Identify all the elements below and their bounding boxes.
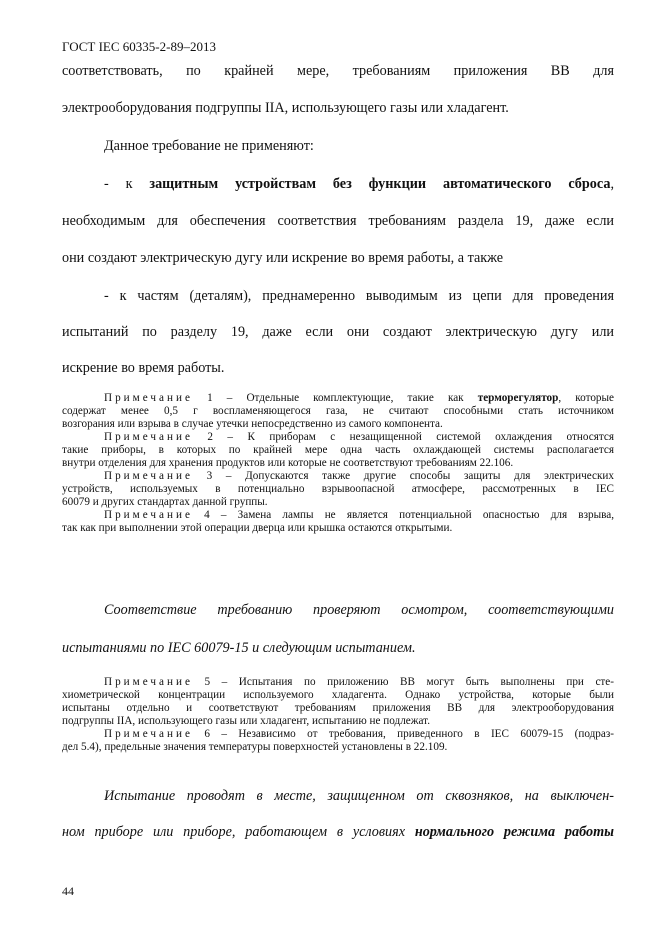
- paragraph-protective-devices: [62, 176, 614, 193]
- paragraph-parts-l3: [62, 360, 614, 377]
- text-line: Испытание проводят в месте, защищенном от сквозняков, на выключен-: [104, 788, 614, 804]
- note-label: Примечание: [104, 431, 193, 443]
- note-line: возгорания или взрыва в случае утечки непосредственно из самого компонента.: [62, 418, 443, 430]
- text-run: - к: [104, 176, 150, 192]
- defined-term: терморегулятор: [477, 392, 559, 404]
- paragraph-not-applied: [62, 138, 614, 155]
- paragraph-compliance: [62, 602, 614, 619]
- page-header: ГОСТ IEC 60335-2-89–2013: [62, 39, 216, 54]
- paragraph-protective-devices-l2: [62, 213, 614, 230]
- text-line: искрение во время работы.: [62, 360, 225, 376]
- defined-term: нормального режима работы: [414, 824, 614, 840]
- text-line: необходимым для обеспечения соответствия требованиям раздела 19, даже если: [62, 213, 614, 229]
- text-run: ном приборе или приборе, работающем в условиях: [62, 824, 415, 840]
- note-2: [62, 431, 614, 444]
- paragraph-requirements: [62, 63, 614, 80]
- notes-block: [62, 392, 614, 535]
- note-line: хиометрической концентрации используемого хладагента. Однако устройства, которые были: [62, 689, 614, 701]
- text-run: 3 – Допускаются также другие способы защиты для электрических: [192, 470, 614, 482]
- note-line: устройств, используемых в потенциально взрывоопасной атмосфере, рассмотренных в IEC: [62, 483, 614, 495]
- text-line: Соответствие требованию проверяют осмотром, соответствующими: [104, 602, 614, 618]
- note-label: Примечание: [104, 470, 193, 482]
- text-line: соответствовать, по крайней мере, требованиям приложения ВВ для: [62, 63, 614, 79]
- note-6: [62, 728, 614, 741]
- note-1: [62, 392, 614, 405]
- paragraph-test: [62, 788, 614, 805]
- text-run: 5 – Испытания по приложению ВВ могут быть выполнены при сте-: [192, 676, 614, 688]
- paragraph-compliance-l2: [62, 640, 614, 657]
- page-number: 44: [62, 884, 74, 898]
- text-line: - к частям (деталям), преднамеренно выводимым из цепи для проведения: [104, 288, 614, 304]
- text-run: 2 – К приборам с незащищенной системой охлаждения относятся: [192, 431, 614, 443]
- note-line: дел 5.4), предельные значения температуры поверхностей установлены в 22.109.: [62, 741, 448, 753]
- note-label: Примечание: [104, 509, 193, 521]
- paragraph-parts-l2: [62, 324, 614, 341]
- note-line: подгруппы IIA, использующего газы или хладагент, испытанию не подлежат.: [62, 715, 431, 727]
- note-label: Примечание: [104, 728, 193, 740]
- text-line: [62, 824, 614, 841]
- note-line: так как при выполнении этой операции дверца или крышка остаются открытыми.: [62, 522, 453, 534]
- note-5: [62, 676, 614, 689]
- paragraph-parts: [62, 288, 614, 305]
- note-line: внутри отделения для хранения продуктов или которые не соответствуют требованиям 22.106.: [62, 457, 514, 469]
- text-line: они создают электрическую дугу или искрение во время работы, а также: [62, 250, 504, 266]
- note-label: Примечание: [104, 676, 193, 688]
- note-line: испытаны отдельно и соответствуют требованиям приложения ВВ для электрооборудования: [62, 702, 614, 714]
- text-run: 4 – Замена лампы не является потенциальной опасностью для взрыва,: [192, 509, 614, 521]
- note-line: 60079 и других стандартах данной группы.: [62, 496, 268, 508]
- text-line: испытаний по разделу 19, даже если они создают электрическую дугу или: [62, 324, 614, 340]
- note-line: содержат менее 0,5 г воспламеняющегося газа, не считают способными стать источником: [62, 405, 614, 417]
- text-line: электрооборудования подгруппы IIA, использующего газы или хладагент.: [62, 100, 509, 116]
- text-run: ,: [610, 176, 614, 192]
- text-run: 6 – Независимо от требования, приведенного в IEC 60079-15 (подраз-: [192, 728, 614, 740]
- defined-term: защитным устройствам без функции автоматического сброса: [149, 176, 611, 192]
- text-line: Данное требование не применяют:: [104, 138, 314, 154]
- note-label: Примечание: [104, 392, 193, 404]
- paragraph-requirements-cont: [62, 100, 614, 117]
- text-line: [62, 176, 614, 193]
- text-run: , которые: [558, 392, 614, 404]
- text-line: испытаниями по IEC 60079-15 и следующим испытанием.: [62, 640, 416, 656]
- note-4: [62, 509, 614, 522]
- paragraph-test-l2: [62, 824, 614, 841]
- paragraph-protective-devices-l3: [62, 250, 614, 267]
- note-3: [62, 470, 614, 483]
- note-line: такие приборы, в которых по крайней мере одна часть охлаждающей системы располагается: [62, 444, 614, 456]
- text-run: 1 – Отдельные комплектующие, такие как: [192, 392, 478, 404]
- notes-block-2: [62, 676, 614, 754]
